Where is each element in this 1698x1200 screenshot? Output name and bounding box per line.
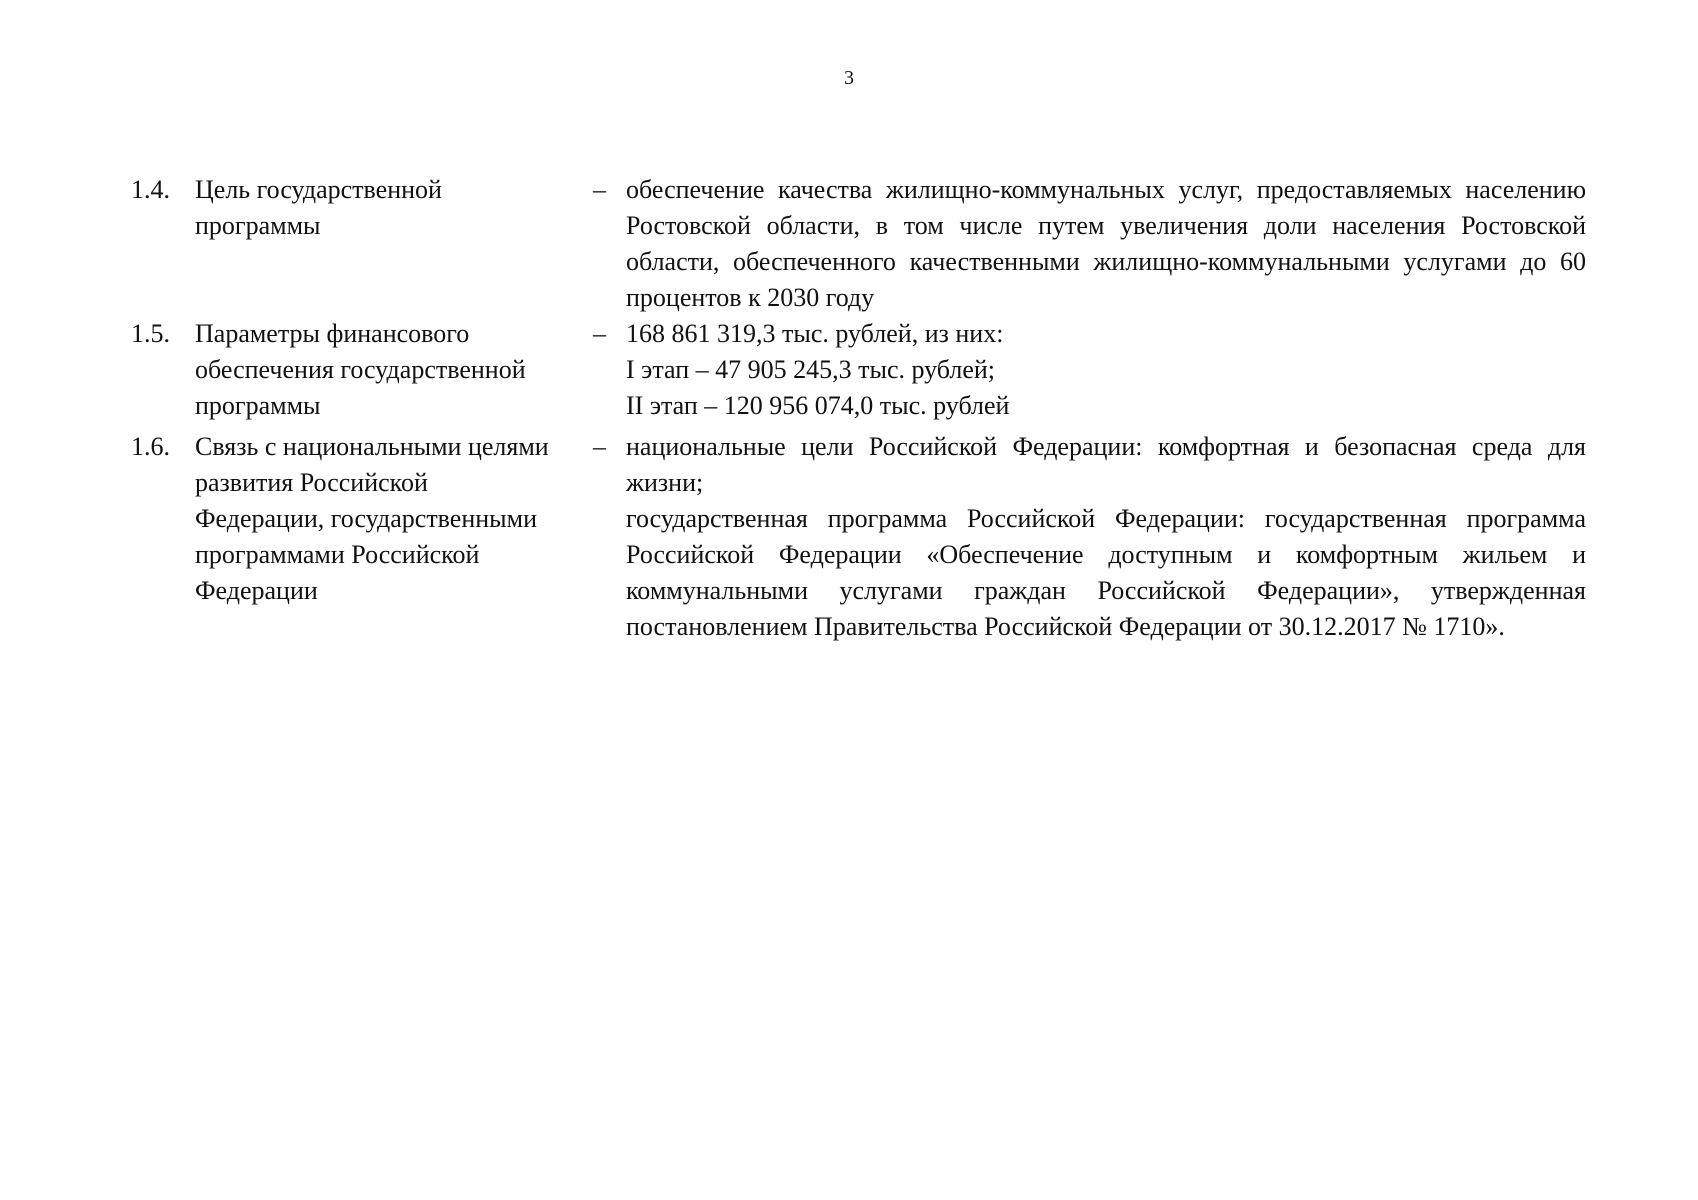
row-value [626,316,1586,424]
value-paragraph: 168 861 319,3 тыс. рублей, из них: [626,319,1004,348]
passport-row-goal [0,172,1698,316]
value-paragraph: I этап – 47 905 245,3 тыс. рублей; [626,355,996,384]
value-paragraph: государственная программа Российской Федерации: государственная программа Российской Федерации «Обеспечение доступным и комфортным жильем и коммунальными услугами граждан Российской Федерации», утвержденная постановлением Правительства Российской Федерации от 30.12.2017 № 1710». [626,504,1586,641]
program-passport-table [0,172,1698,689]
row-number: 1.5. [131,319,170,348]
value-paragraph: II этап – 120 956 074,0 тыс. рублей [626,391,1010,420]
row-dash: – [593,432,606,461]
row-label: Связь с национальными целями развития Российской Федерации, государственными программами Российской Федерации [195,432,549,605]
row-label: Параметры финансового обеспечения государственной программы [195,319,526,420]
row-dash: – [593,175,606,204]
row-value [626,172,1586,316]
row-dash: – [593,319,606,348]
row-label: Цель государственной программы [195,175,442,240]
row-number: 1.6. [131,432,170,461]
row-value [626,429,1586,645]
value-paragraph: национальные цели Российской Федерации: комфортная и безопасная среда для жизни; [626,432,1586,497]
page-number: 3 [844,67,854,89]
row-number: 1.4. [131,175,170,204]
passport-row-financing [0,316,1698,429]
value-paragraph: обеспечение качества жилищно-коммунальных услуг, предоставляемых населению Ростовской области, в том числе путем увеличения доли населения Ростовской области, обеспеченного качественными жилищно-коммунальными услугами до 60 процентов к 2030 году [626,175,1586,312]
passport-row-national-goals [0,429,1698,689]
